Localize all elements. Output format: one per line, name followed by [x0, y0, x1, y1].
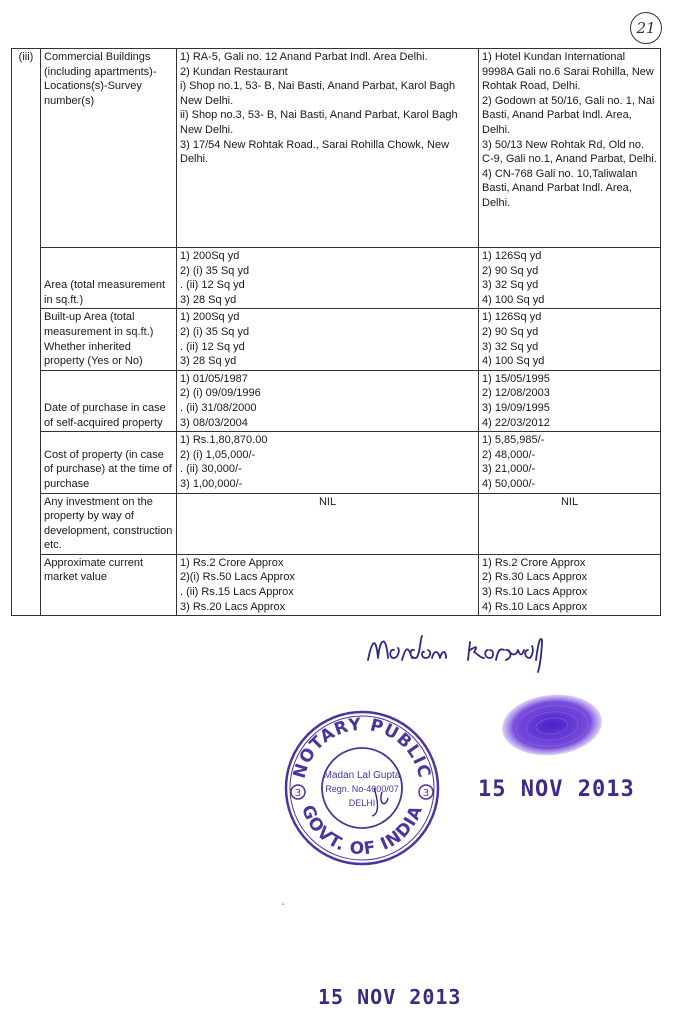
seal-regn: Regn. No-4000/07	[325, 784, 399, 794]
seal-bottom-text: GOVT. OF INDIA	[296, 802, 428, 860]
table-row	[12, 248, 661, 309]
investment-col1: NIL	[177, 493, 479, 554]
list-item: 1) 15/05/1995	[482, 372, 550, 385]
list-item: 3) 32 Sq yd	[482, 340, 539, 353]
list-item: 4) CN-768 Gali no. 10,Taliwalan Basti, Anand Parbat Indl. Area, Delhi.	[482, 167, 638, 209]
list-item: 1) 5,85,985/-	[482, 434, 545, 447]
list-item: 2) Kundan Restaurant	[180, 65, 288, 78]
list-item: . (ii) 12 Sq yd	[180, 340, 245, 353]
list-item: 3) 32 Sq yd	[482, 279, 539, 292]
notary-seal	[282, 708, 442, 868]
list-item: 2) (i) 09/09/1996	[180, 387, 261, 400]
list-item: 3) 21,000/-	[482, 463, 536, 476]
page-number: 21	[630, 12, 662, 44]
seal-name: Madan Lal Gupta	[323, 770, 401, 781]
list-item: 4) 100 Sq yd	[482, 293, 545, 306]
list-item: 3) Rs.10 Lacs Approx	[482, 586, 588, 599]
list-item: 3) 17/54 New Rohtak Road., Sarai Rohilla Chowk, New Delhi.	[180, 138, 450, 166]
list-item: 3) 19/09/1995	[482, 401, 550, 414]
area-col2	[479, 248, 661, 309]
label-cost: Cost of property (in case of purchase) at the time of purchase	[41, 432, 177, 493]
date-purchase-col1	[177, 370, 479, 431]
list-item: 2) Rs.30 Lacs Approx	[482, 571, 588, 584]
seal-city: DELHI	[348, 798, 376, 808]
list-item: 3) 1,00,000/-	[180, 477, 243, 490]
area-col1	[177, 248, 479, 309]
table-row	[12, 49, 661, 248]
list-item: 1) 200Sq yd	[180, 311, 240, 324]
label-date-purchase: Date of purchase in case of self-acquired property	[41, 370, 177, 431]
list-item: 2) (i) 1,05,000/-	[180, 448, 256, 461]
table-row	[12, 493, 661, 554]
cost-col2	[479, 432, 661, 493]
label-area: Area (total measurement in sq.ft.)	[41, 248, 177, 309]
list-item: 4) 50,000/-	[482, 477, 536, 490]
label-built-up: Built-up Area (total measurement in sq.ft.) Whether inherited property (Yes or No)	[41, 309, 177, 370]
table-row	[12, 309, 661, 370]
label-investment: Any investment on the property by way of development, construction etc.	[41, 493, 177, 554]
list-item: 4) 100 Sq yd	[482, 355, 545, 368]
list-item: . (ii) 31/08/2000	[180, 401, 257, 414]
seal-top-text: NOTARY PUBLIC	[289, 714, 435, 781]
list-item: 1) Rs.1,80,870.00	[180, 434, 268, 447]
list-item: . (ii) Rs.15 Lacs Approx	[180, 586, 294, 599]
market-value-col1	[177, 554, 479, 615]
list-item: 2) 90 Sq yd	[482, 264, 539, 277]
label-market-value: Approximate current market value	[41, 554, 177, 615]
list-item: 3) 28 Sq yd	[180, 355, 237, 368]
svg-text:GOVT. OF INDIA	[297, 802, 427, 859]
table-row	[12, 554, 661, 615]
list-item: 2) (i) 35 Sq yd	[180, 325, 250, 338]
table-row	[12, 370, 661, 431]
list-item: 2) Godown at 50/16, Gali no. 1, Nai Basti, Anand Parbat Indl. Area, Delhi.	[482, 94, 655, 136]
stray-mark: ʻ	[282, 902, 285, 913]
seal-numeral-left: 3	[294, 788, 302, 799]
list-item: 2) 48,000/-	[482, 448, 536, 461]
list-item: 1) Rs.2 Crore Approx	[482, 556, 586, 569]
list-item: 3) Rs.20 Lacs Approx	[180, 600, 286, 613]
list-item: i) Shop no.1, 53- B, Nai Basti, Anand Parbat, Karol Bagh New Delhi.	[180, 80, 456, 107]
label-locations: Commercial Buildings (including apartments)- Locations(s)-Survey number(s)	[41, 49, 177, 248]
list-item: 3) 50/13 New Rohtak Rd, Old no. C-9, Gali no.1, Anand Parbat, Delhi.	[482, 138, 657, 166]
list-item: 3) 08/03/2004	[180, 416, 248, 429]
thumbprint	[500, 690, 608, 760]
list-item: 1) Rs.2 Crore Approx	[180, 556, 284, 569]
locations-col2	[479, 49, 661, 248]
signature	[362, 620, 612, 680]
list-item: 4) 22/03/2012	[482, 416, 550, 429]
list-item: 1) 126Sq yd	[482, 250, 542, 262]
list-item: 2) 12/08/2003	[482, 387, 550, 400]
signature-text: Madan Khorwal	[362, 620, 369, 621]
seal-numeral-right: 3	[422, 788, 430, 799]
date-stamp-bottom: 15 NOV 2013	[318, 985, 462, 1009]
list-item: 1) Hotel Kundan International 9998A Gali no.6 Sarai Rohilla, New Rohtak Road, Delhi.	[482, 51, 654, 93]
built-up-col1	[177, 309, 479, 370]
list-item: 1) RA-5, Gali no. 12 Anand Parbat Indl. Area Delhi.	[180, 51, 428, 63]
investment-col2: NIL	[479, 493, 661, 554]
list-item: ii) Shop no.3, 53- B, Nai Basti, Anand Parbat, Karol Bagh New Delhi.	[180, 109, 458, 136]
list-item: 2) 90 Sq yd	[482, 325, 539, 338]
list-item: 1) 01/05/1987	[180, 372, 248, 385]
list-item: 2) (i) 35 Sq yd	[180, 264, 250, 277]
list-item: . (ii) 12 Sq yd	[180, 279, 245, 292]
list-item: 3) 28 Sq yd	[180, 293, 237, 306]
property-table	[11, 48, 661, 616]
locations-col1	[177, 49, 479, 248]
date-purchase-col2	[479, 370, 661, 431]
list-item: 4) Rs.10 Lacs Approx	[482, 600, 588, 613]
list-item: 1) 200Sq yd	[180, 250, 240, 262]
list-item: 2)(i) Rs.50 Lacs Approx	[180, 571, 295, 584]
table-row	[12, 432, 661, 493]
list-item: . (ii) 30,000/-	[180, 463, 242, 476]
market-value-col2	[479, 554, 661, 615]
cost-col1	[177, 432, 479, 493]
date-stamp: 15 NOV 2013	[478, 777, 635, 802]
row-number: (iii)	[12, 49, 41, 616]
built-up-col2	[479, 309, 661, 370]
list-item: 1) 126Sq yd	[482, 311, 542, 324]
